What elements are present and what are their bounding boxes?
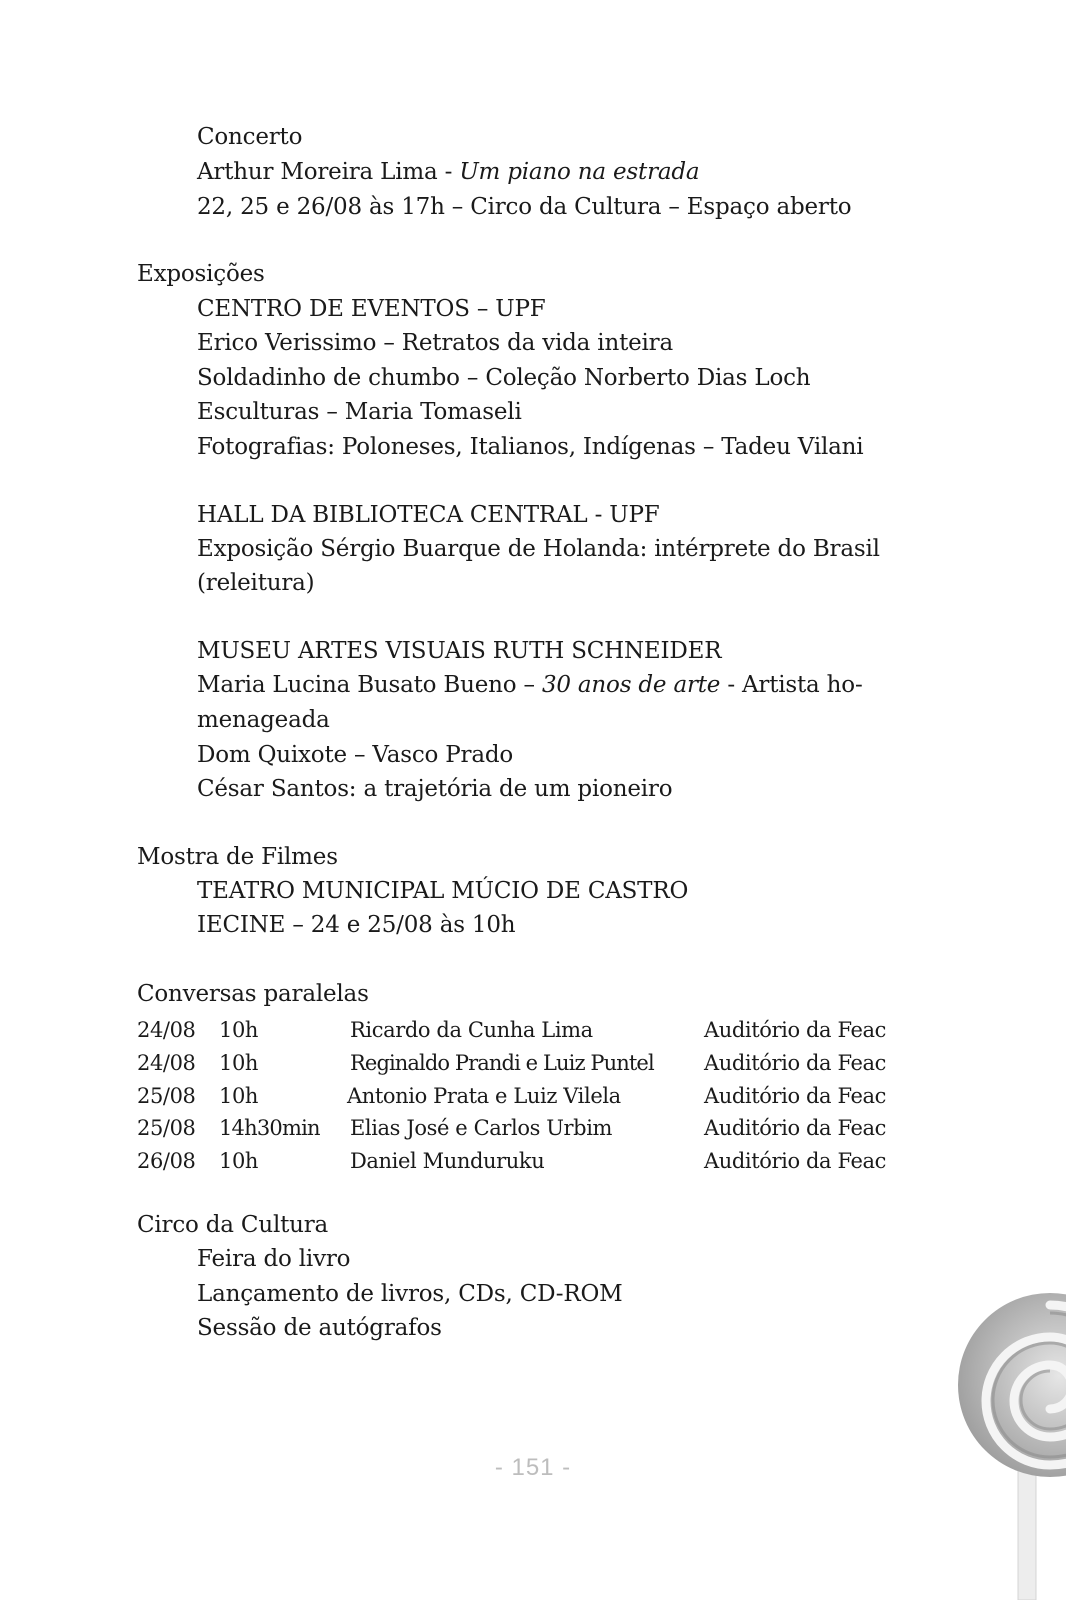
row-place: Auditório da Feac (704, 1084, 886, 1108)
concerto-artist: Arthur Moreira Lima (197, 159, 438, 185)
row-time: 10h (219, 1051, 259, 1075)
row-date: 26/08 (137, 1149, 196, 1173)
lucina-title: 30 anos de arte (541, 672, 721, 698)
conversas-heading: Conversas paralelas (137, 981, 369, 1007)
lucina-rest: - Artista ho- (720, 672, 863, 698)
concerto-schedule: 22, 25 e 26/08 às 17h – Circo da Cultura – Espaço aberto (197, 194, 852, 220)
centro-venue: CENTRO DE EVENTOS – UPF (197, 296, 546, 322)
hall-line-2: (releitura) (197, 570, 315, 596)
row-names: Ricardo da Cunha Lima (350, 1018, 593, 1042)
row-time: 10h (219, 1149, 259, 1173)
concerto-artist-line (197, 157, 699, 187)
lollipop-illustration (950, 1290, 1066, 1600)
hall-venue: HALL DA BIBLIOTECA CENTRAL - UPF (197, 502, 660, 528)
centro-item: Erico Verissimo – Retratos da vida inteira (197, 330, 673, 356)
mostra-schedule: IECINE – 24 e 25/08 às 10h (197, 912, 516, 938)
row-time: 10h (219, 1018, 259, 1042)
row-names: Reginaldo Prandi e Luiz Puntel (350, 1051, 654, 1075)
row-date: 24/08 (137, 1051, 196, 1075)
row-names: Antonio Prata e Luiz Vilela (347, 1084, 621, 1108)
concerto-separator: - (437, 159, 460, 185)
row-names: Elias José e Carlos Urbim (350, 1116, 613, 1140)
row-date: 25/08 (137, 1084, 196, 1108)
circo-item: Lançamento de livros, CDs, CD-ROM (197, 1281, 623, 1307)
row-time: 10h (219, 1084, 259, 1108)
page-number: - 151 - (494, 1454, 572, 1481)
museu-lucina-cont: menageada (197, 707, 330, 733)
exposicoes-heading: Exposições (137, 261, 265, 287)
circo-heading: Circo da Cultura (137, 1212, 329, 1238)
centro-item: Soldadinho de chumbo – Coleção Norberto Dias Loch (197, 365, 811, 391)
row-place: Auditório da Feac (704, 1018, 886, 1042)
museu-item: César Santos: a trajetória de um pioneiro (197, 776, 673, 802)
lucina-name: Maria Lucina Busato Bueno – (197, 672, 542, 698)
centro-item: Fotografias: Poloneses, Italianos, Indígenas – Tadeu Vilani (197, 434, 864, 460)
museu-lucina-line (197, 670, 863, 700)
concerto-title: Um piano na estrada (459, 159, 700, 185)
row-names: Daniel Munduruku (350, 1149, 545, 1173)
hall-line-1: Exposição Sérgio Buarque de Holanda: intérprete do Brasil (197, 536, 880, 562)
circo-item: Feira do livro (197, 1246, 351, 1272)
row-place: Auditório da Feac (704, 1051, 886, 1075)
museu-item: Dom Quixote – Vasco Prado (197, 742, 514, 768)
concerto-heading: Concerto (197, 124, 303, 150)
centro-item: Esculturas – Maria Tomaseli (197, 399, 522, 425)
row-place: Auditório da Feac (704, 1116, 886, 1140)
circo-item: Sessão de autógrafos (197, 1315, 442, 1341)
row-time: 14h30min (219, 1116, 320, 1140)
mostra-venue: TEATRO MUNICIPAL MÚCIO DE CASTRO (197, 878, 689, 904)
row-date: 24/08 (137, 1018, 196, 1042)
row-place: Auditório da Feac (704, 1149, 886, 1173)
museu-venue: MUSEU ARTES VISUAIS RUTH SCHNEIDER (197, 638, 722, 664)
mostra-heading: Mostra de Filmes (137, 844, 338, 870)
row-date: 25/08 (137, 1116, 196, 1140)
